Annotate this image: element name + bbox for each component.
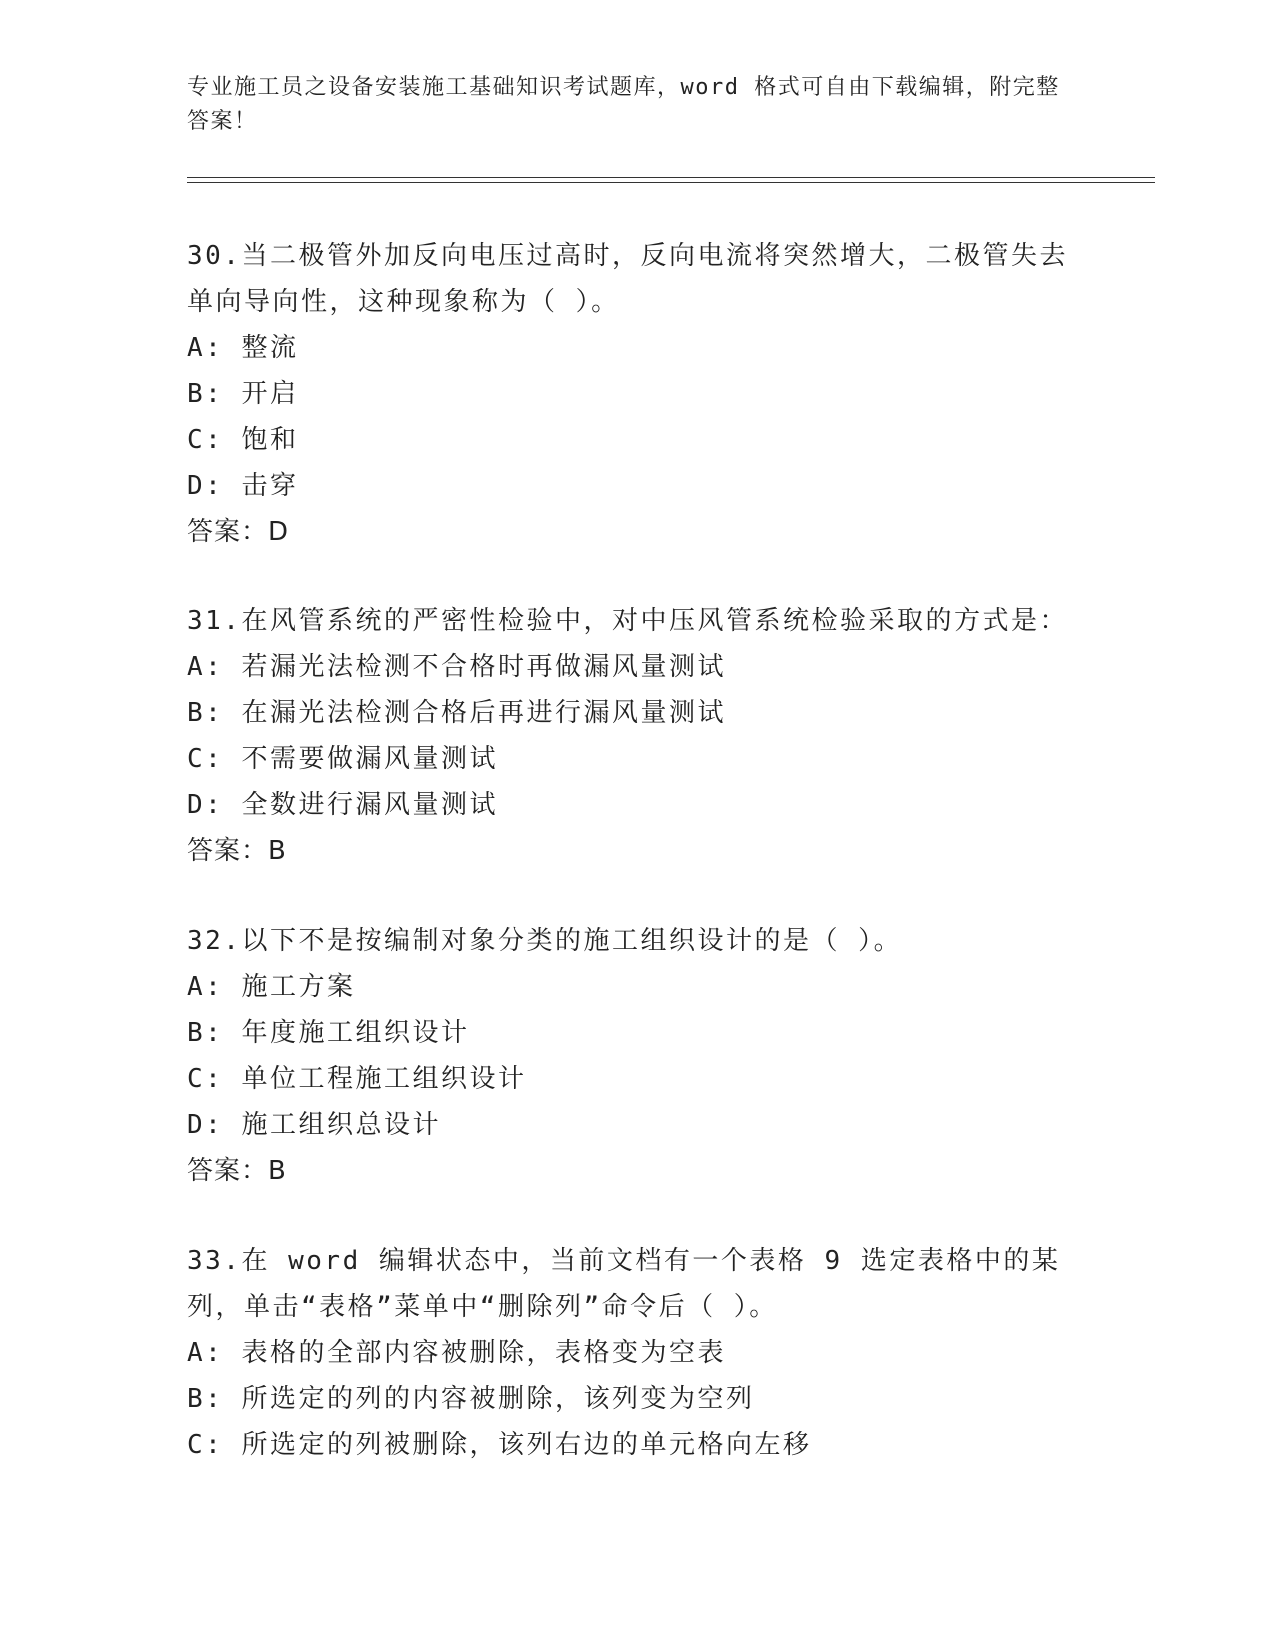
option-a: A: 若漏光法检测不合格时再做漏风量测试 [187,652,726,682]
question-32 [187,918,1087,1194]
header-divider-bottom [187,182,1155,183]
option-a: A: 表格的全部内容被删除，表格变为空表 [187,1338,726,1368]
option-b: B: 在漏光法检测合格后再进行漏风量测试 [187,698,726,728]
option-b: B: 所选定的列的内容被删除，该列变为空列 [187,1384,755,1414]
option-c: C: 不需要做漏风量测试 [187,744,498,774]
option-c: C: 所选定的列被删除，该列右边的单元格向左移 [187,1430,812,1460]
option-d: D: 全数进行漏风量测试 [187,790,498,820]
answer: 答案：B [187,1156,287,1186]
option-a: A: 施工方案 [187,972,356,1002]
option-d: D: 击穿 [187,471,299,501]
question-stem: 30.当二极管外加反向电压过高时，反向电流将突然增大，二极管失去单向导向性，这种现象称为（ ）。 [187,241,1068,317]
question-33 [187,1238,1087,1468]
answer: 答案：B [187,836,287,866]
question-stem: 32.以下不是按编制对象分类的施工组织设计的是（ ）。 [187,926,903,956]
option-b: B: 年度施工组织设计 [187,1018,470,1048]
option-d: D: 施工组织总设计 [187,1110,441,1140]
question-stem: 33.在 word 编辑状态中，当前文档有一个表格 9 选定表格中的某列，单击“表格”菜单中“删除列”命令后（ ）。 [187,1246,1061,1322]
answer: 答案：D [187,517,290,547]
option-b: B: 开启 [187,379,299,409]
question-stem: 31.在风管系统的严密性检验中，对中压风管系统检验采取的方式是： [187,606,1068,636]
question-31 [187,598,1087,874]
question-30 [187,233,1087,555]
option-a: A: 整流 [187,333,299,363]
option-c: C: 饱和 [187,425,299,455]
header-divider-top [187,177,1155,178]
option-c: C: 单位工程施工组织设计 [187,1064,527,1094]
document-header: 专业施工员之设备安装施工基础知识考试题库，word 格式可自由下载编辑，附完整答案！ [187,75,1060,134]
